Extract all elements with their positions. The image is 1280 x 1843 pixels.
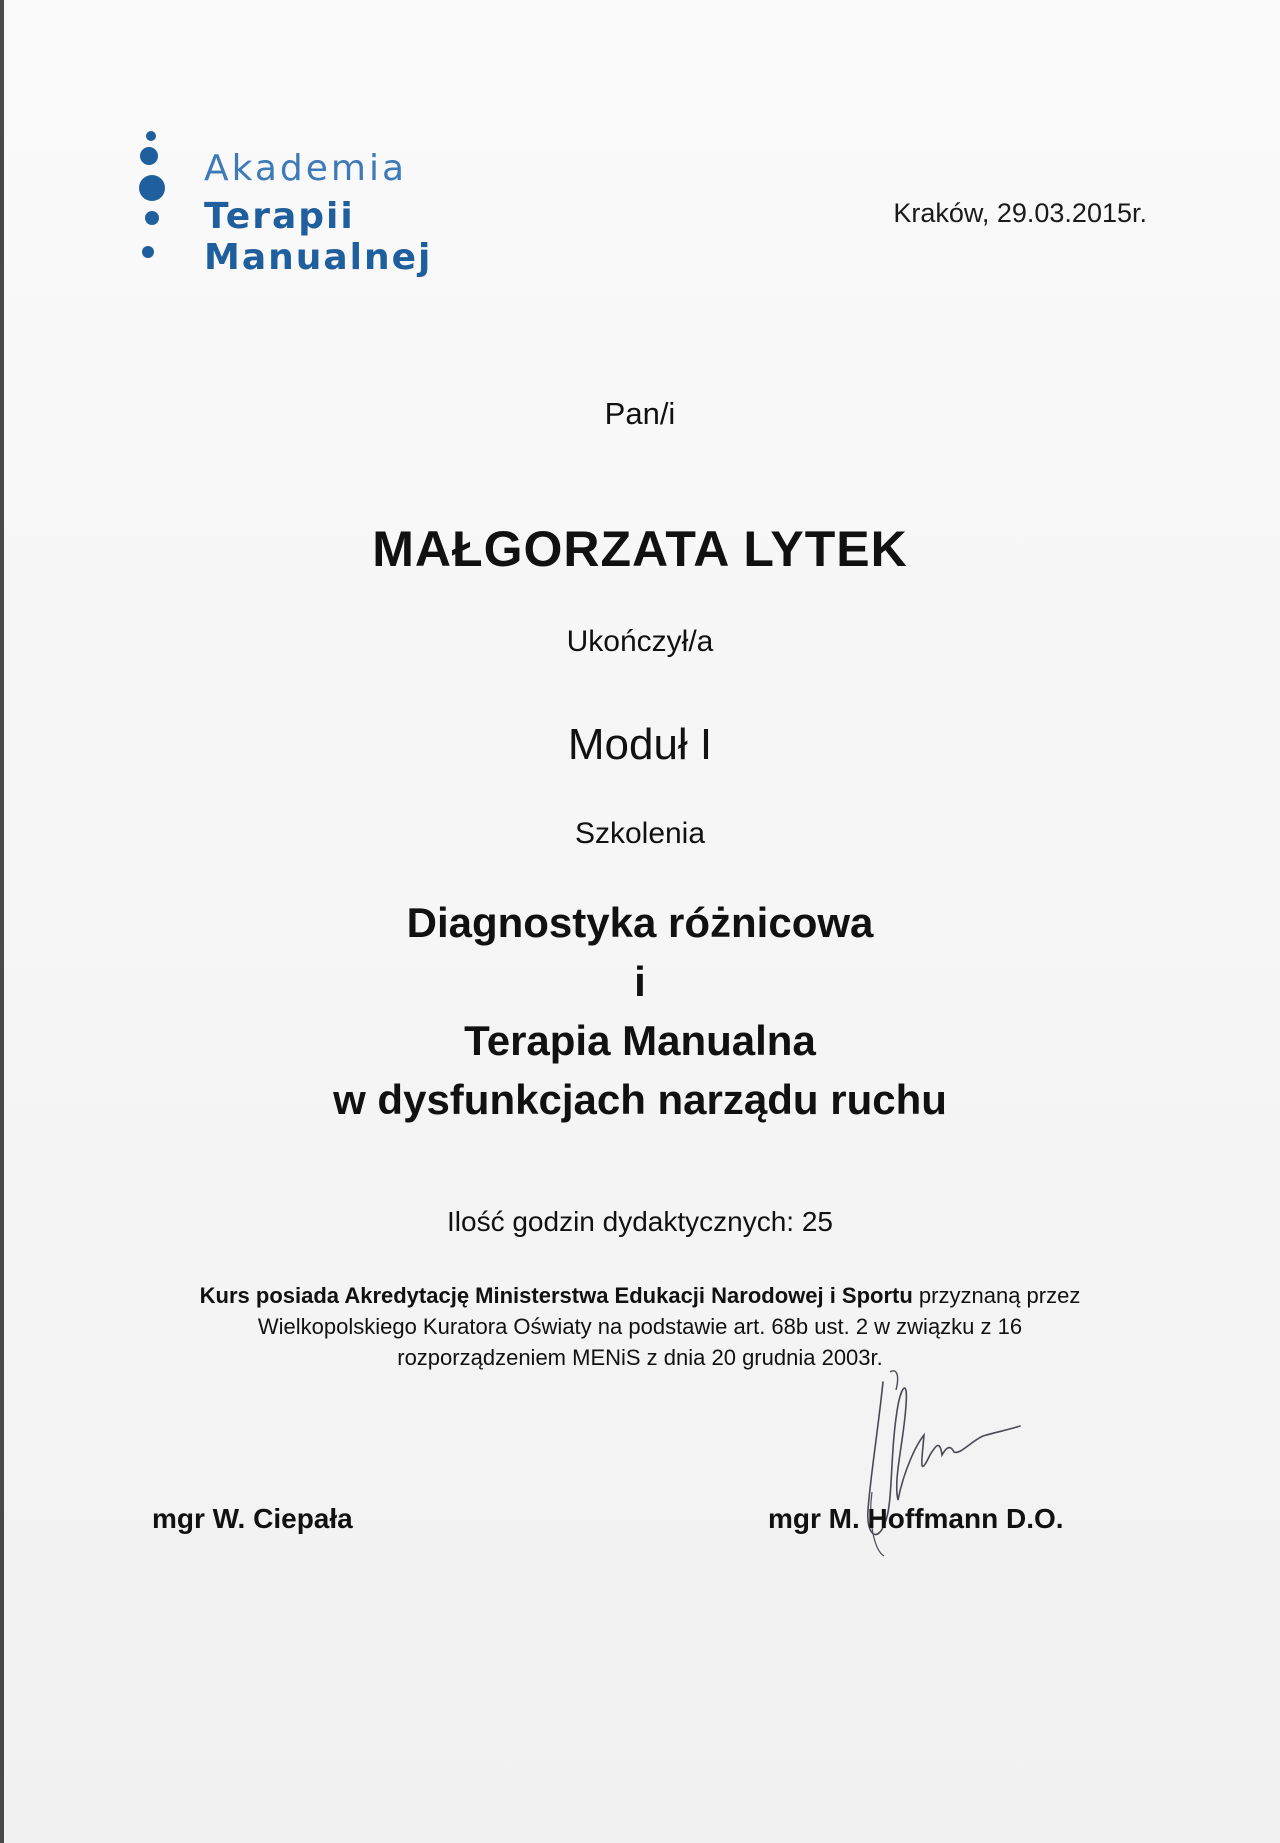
signer-left: mgr W. Ciepała — [152, 1503, 353, 1534]
completed-label: Ukończył/a — [566, 625, 714, 658]
accreditation-note — [0, 1280, 1280, 1373]
accreditation-line: Wielkopolskiego Kuratora Oświaty na podstawie art. 68b ust. 2 w związku z 16 — [257, 1314, 1023, 1339]
logo-dots-icon — [132, 126, 192, 266]
logo-text-line2: Terapii Manualnej — [204, 196, 433, 278]
course-title — [0, 893, 1280, 1129]
course-title-line: Terapia Manualna — [464, 1017, 816, 1064]
module-name: Moduł I — [567, 720, 713, 769]
teaching-hours: Ilość godzin dydaktycznych: 25 — [447, 1206, 833, 1237]
accreditation-bold: Kurs posiada Akredytację Ministerstwa Edukacji Narodowej i Sportu — [199, 1283, 913, 1308]
logo-text-line1: Akademia — [204, 148, 408, 189]
academy-logo — [132, 126, 592, 278]
course-title-line: w dysfunkcjach narządu ruchu — [333, 1076, 947, 1123]
accreditation-line: rozporządzeniem MENiS z dnia 20 grudnia 2003r. — [397, 1345, 883, 1370]
accreditation-rest: przyznaną przez — [912, 1283, 1081, 1308]
accreditation-line — [160, 1280, 1120, 1311]
place-and-date: Kraków, 29.03.2015r. — [893, 198, 1147, 228]
signer-right: mgr M. Hoffmann D.O. — [768, 1503, 1064, 1534]
course-title-line: i — [634, 958, 646, 1005]
training-label: Szkolenia — [574, 817, 706, 850]
course-title-line: Diagnostyka różnicowa — [406, 899, 874, 946]
recipient-name: MAŁGORZATA LYTEK — [372, 521, 908, 577]
salutation: Pan/i — [604, 396, 676, 431]
